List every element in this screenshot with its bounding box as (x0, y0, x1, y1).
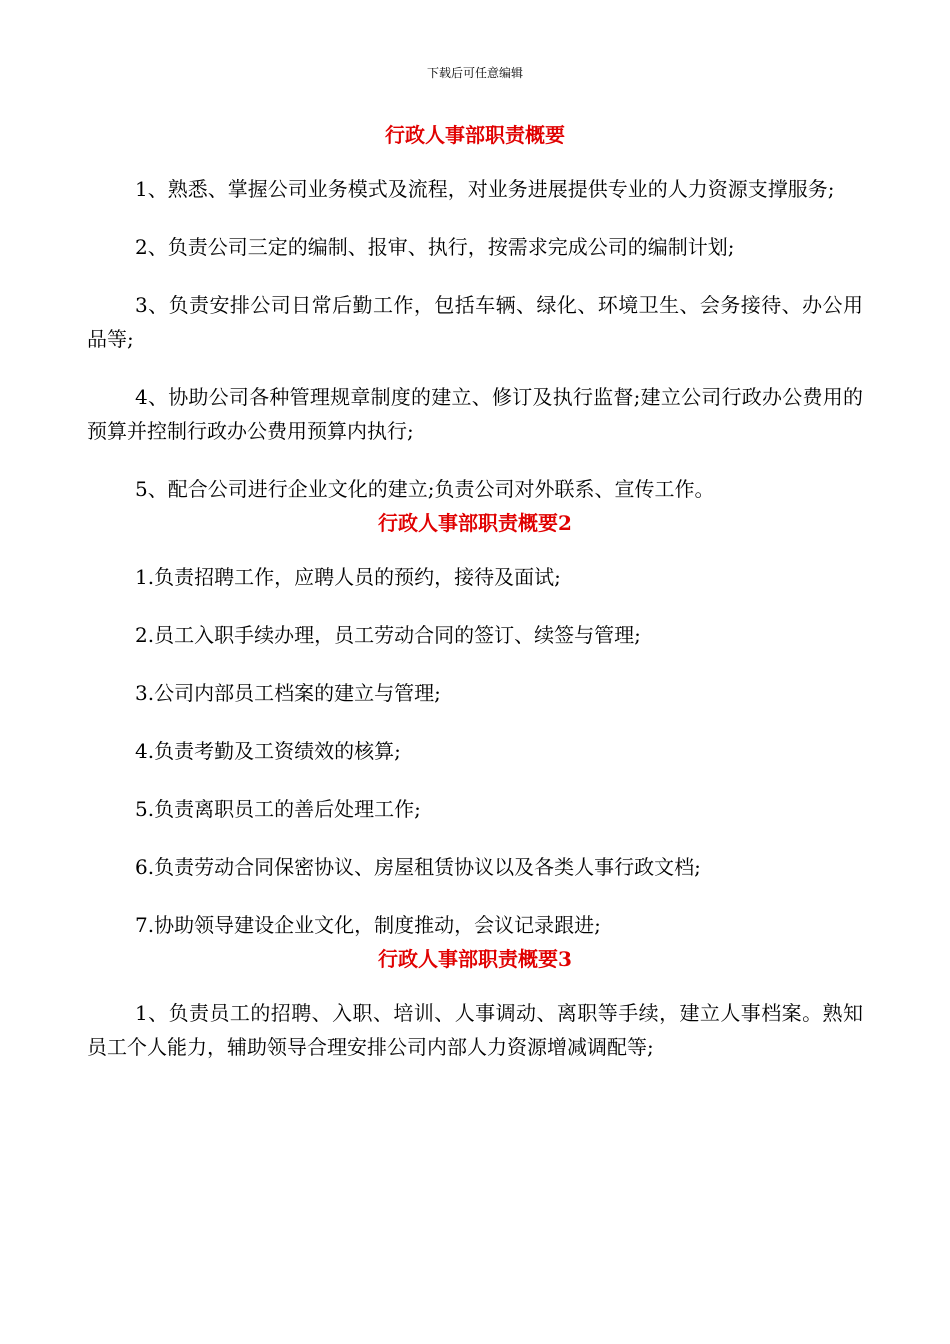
paragraph: 6.负责劳动合同保密协议、房屋租赁协议以及各类人事行政文档; (135, 855, 701, 879)
section-title: 行政人事部职责概要2 (378, 511, 572, 535)
section-3 (87, 942, 863, 1064)
paragraph: 5.负责离职员工的善后处理工作; (135, 797, 421, 821)
paragraph: 1.负责招聘工作，应聘人员的预约，接待及面试; (135, 565, 561, 589)
document-content (87, 118, 863, 1064)
paragraph: 3、负责安排公司日常后勤工作，包括车辆、绿化、环境卫生、会务接待、办公用品等; (87, 293, 863, 351)
paragraph: 7.协助领导建设企业文化，制度推动，会议记录跟进; (135, 913, 601, 937)
section-title: 行政人事部职责概要3 (378, 947, 572, 971)
header-note: 下载后可任意编辑 (426, 66, 523, 80)
paragraph: 1、负责员工的招聘、入职、培训、人事调动、离职等手续，建立人事档案。熟知员工个人能力，辅助领导合理安排公司内部人力资源增减调配等; (87, 1001, 863, 1059)
paragraph: 1、熟悉、掌握公司业务模式及流程，对业务进展提供专业的人力资源支撑服务; (135, 177, 835, 201)
paragraph: 3.公司内部员工档案的建立与管理; (135, 681, 441, 705)
section-title: 行政人事部职责概要 (385, 123, 565, 147)
paragraph: 5、配合公司进行企业文化的建立;负责公司对外联系、宣传工作。 (135, 477, 715, 501)
paragraph: 2、负责公司三定的编制、报审、执行，按需求完成公司的编制计划; (135, 235, 735, 259)
paragraph: 2.员工入职手续办理，员工劳动合同的签订、续签与管理; (135, 623, 641, 647)
paragraph: 4.负责考勤及工资绩效的核算; (135, 739, 401, 763)
section-2 (87, 506, 863, 942)
section-1 (87, 118, 863, 506)
paragraph: 4、协助公司各种管理规章制度的建立、修订及执行监督;建立公司行政办公费用的预算并控制行政办公费用预算内执行; (87, 385, 863, 443)
